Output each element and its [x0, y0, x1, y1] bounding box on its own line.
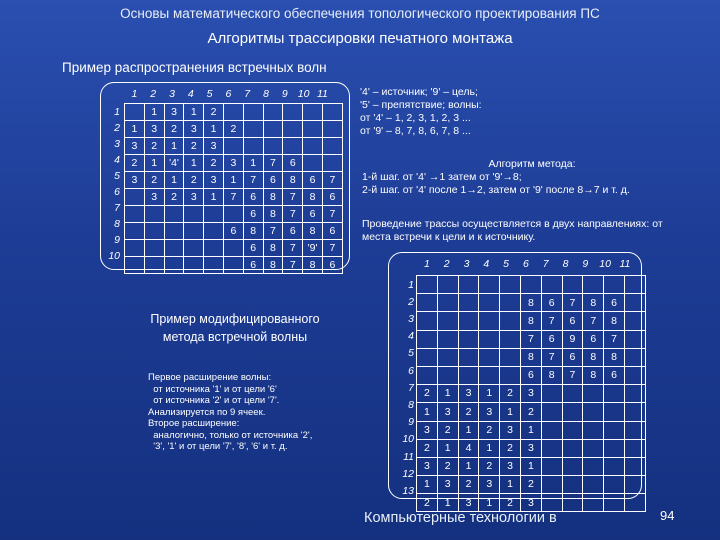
grid-cell: 1 — [437, 385, 458, 403]
grid-cell: 8 — [583, 294, 604, 312]
grid-cell: 1 — [164, 138, 184, 155]
direction-note — [362, 218, 714, 244]
grid-cell: 6 — [520, 366, 541, 384]
grid-cell: 8 — [583, 366, 604, 384]
grid-cell — [562, 403, 583, 421]
grid-cell — [562, 457, 583, 475]
column-header: 8 — [263, 88, 269, 100]
column-header: 11 — [316, 88, 328, 100]
grid-cell: 8 — [263, 257, 283, 274]
footer-text: Компьютерные технологии в — [364, 510, 557, 526]
grid-cell — [624, 312, 645, 330]
grid-cell: 2 — [164, 121, 184, 138]
grid-cell: 8 — [604, 348, 625, 366]
grid-cell: 7 — [283, 257, 303, 274]
grid-row — [417, 403, 646, 421]
grid-row — [417, 330, 646, 348]
grid-cell: '9' — [303, 240, 323, 257]
grid-cell: 8 — [283, 172, 303, 189]
grid-cell: 1 — [144, 155, 164, 172]
row-header: 3 — [408, 313, 414, 325]
row-header: 6 — [114, 186, 120, 198]
grid-cell — [624, 421, 645, 439]
grid-cell — [541, 276, 562, 294]
column-header: 2 — [150, 88, 157, 100]
grid-cell: 3 — [204, 138, 224, 155]
grid-cell: 1 — [458, 421, 479, 439]
grid-cell — [604, 494, 625, 512]
grid-cell — [624, 439, 645, 457]
grid-cell — [583, 494, 604, 512]
grid-cell — [417, 294, 438, 312]
grid-cell: 6 — [243, 240, 263, 257]
grid-cell: 2 — [204, 104, 224, 121]
grid-cell: 2 — [479, 457, 500, 475]
grid-cell: 2 — [500, 439, 521, 457]
row-header: 8 — [114, 218, 120, 230]
grid-cell — [604, 439, 625, 457]
grid-cell: 1 — [204, 189, 224, 206]
row-header: 12 — [402, 467, 414, 480]
grid-cell: 6 — [562, 348, 583, 366]
column-header: 10 — [297, 88, 310, 100]
grid-cell: 1 — [144, 104, 164, 121]
row-header: 8 — [408, 399, 414, 411]
grid-cell — [500, 312, 521, 330]
sub-title: Пример распространения встречных волн — [62, 60, 327, 75]
grid-cell — [624, 294, 645, 312]
grid-cell: 7 — [283, 189, 303, 206]
grid-cell: 6 — [283, 223, 303, 240]
grid-cell: 6 — [583, 330, 604, 348]
grid-cell: 3 — [223, 155, 243, 172]
grid-row — [417, 276, 646, 294]
row-header: 4 — [408, 330, 414, 343]
grid-cell: 6 — [322, 257, 342, 274]
grid-cell — [562, 421, 583, 439]
grid-cell — [458, 330, 479, 348]
grid-cell: 2 — [417, 494, 438, 512]
row-header: 7 — [114, 202, 120, 214]
grid-cell — [604, 421, 625, 439]
column-header: 4 — [187, 88, 194, 100]
grid-cell: 2 — [417, 385, 438, 403]
grid-cell: 1 — [184, 155, 204, 172]
grid-cell — [624, 330, 645, 348]
grid-cell — [583, 403, 604, 421]
grid-cell: 6 — [322, 189, 342, 206]
grid-cell — [604, 476, 625, 494]
grid-cell: 2 — [437, 457, 458, 475]
grid-cell: 7 — [604, 330, 625, 348]
grid-cell — [437, 312, 458, 330]
grid-cell: 8 — [243, 223, 263, 240]
grid-cell: 3 — [417, 421, 438, 439]
grid-cell: 1 — [437, 439, 458, 457]
row-header: 10 — [108, 250, 120, 262]
grid-cell — [437, 294, 458, 312]
grid-cell: 7 — [263, 155, 283, 172]
grid-cell: 1 — [243, 155, 263, 172]
column-header: 3 — [169, 88, 175, 100]
caption-line: метода встречной волны — [162, 330, 308, 344]
column-header: 6 — [225, 88, 232, 100]
grid-cell — [479, 276, 500, 294]
grid-cell: 2 — [125, 155, 145, 172]
column-header: 9 — [281, 88, 288, 100]
grid-cell: 6 — [604, 294, 625, 312]
row-header: 11 — [403, 450, 414, 463]
grid-cell: 7 — [283, 240, 303, 257]
algorithm-step1: 1-й шаг. от '4' →1 затем от '9'→8; — [362, 171, 522, 183]
grid-cell: 1 — [164, 172, 184, 189]
grid-cell — [562, 276, 583, 294]
grid-cell: 1 — [520, 421, 541, 439]
grid-cell: 1 — [479, 494, 500, 512]
note-line: '4' – источник; '9' – цель; — [360, 86, 478, 98]
grid-cell: 6 — [541, 294, 562, 312]
grid-cell — [479, 348, 500, 366]
algorithm-title: Алгоритм метода: — [488, 158, 576, 170]
grid-cell: 3 — [520, 439, 541, 457]
grid-row — [417, 312, 646, 330]
grid-cell: 3 — [500, 421, 521, 439]
row-header: 6 — [408, 364, 414, 377]
algorithm-step2: 2-й шаг. от '4' после 1→2, затем от '9' после 8→7 и т. д. — [362, 184, 630, 196]
grid-cell — [624, 494, 645, 512]
grid-cell: 7 — [322, 172, 342, 189]
grid-row — [417, 439, 646, 457]
grid-cell — [500, 276, 521, 294]
row-header: 10 — [402, 433, 414, 446]
grid-cell: 3 — [479, 476, 500, 494]
grid-cell: 6 — [303, 172, 323, 189]
grid-cell — [604, 457, 625, 475]
grid-cell — [604, 276, 625, 294]
column-header: 4 — [483, 258, 490, 270]
grid-cell — [562, 439, 583, 457]
grid-cell: 1 — [125, 121, 145, 138]
grid-cell: 6 — [303, 206, 323, 223]
grid-cell: 8 — [520, 348, 541, 366]
column-header: 1 — [423, 258, 430, 270]
grid-cell — [417, 366, 438, 384]
grid-cell: 1 — [204, 121, 224, 138]
grid-cell: 6 — [243, 257, 263, 274]
grid-cell — [604, 403, 625, 421]
explanation-line: аналогично, только от источника '2', — [148, 429, 313, 441]
grid-cell: 8 — [303, 223, 323, 240]
grid-cell — [500, 294, 521, 312]
grid-cell — [624, 385, 645, 403]
grid-cell: 1 — [520, 457, 541, 475]
grid-cell — [541, 403, 562, 421]
column-header: 5 — [206, 88, 213, 100]
grid-cell — [458, 294, 479, 312]
grid-cell — [562, 476, 583, 494]
row-header: 5 — [408, 347, 414, 360]
grid-cell — [479, 312, 500, 330]
grid-cell: 3 — [204, 172, 224, 189]
grid-cell — [624, 276, 645, 294]
explanation-line: Анализируется по 9 ячеек. — [148, 406, 266, 418]
explanation-line: от источника '1' и от цели '6' — [148, 383, 277, 395]
grid-cell: 3 — [144, 121, 164, 138]
column-header: 10 — [599, 258, 611, 270]
caption-line: Пример модифицированного — [150, 312, 320, 326]
grid-cell: '4' — [164, 155, 184, 172]
grid-cell: 8 — [263, 206, 283, 223]
note-line: от '4' – 1, 2, 3, 1, 2, 3 ... — [360, 112, 471, 124]
grid-cell — [458, 276, 479, 294]
column-header: 3 — [463, 258, 470, 270]
grid-row — [417, 457, 646, 475]
grid-cell: 7 — [283, 206, 303, 223]
grid-cell: 1 — [479, 439, 500, 457]
grid-cell: 1 — [223, 172, 243, 189]
grid-cell: 3 — [184, 189, 204, 206]
grid-cell — [541, 385, 562, 403]
grid-cell — [562, 494, 583, 512]
column-header: 11 — [619, 258, 631, 270]
column-header: 5 — [503, 258, 510, 270]
grid-cell: 1 — [458, 457, 479, 475]
row-header: 9 — [114, 234, 120, 246]
grid-cell: 7 — [263, 223, 283, 240]
grid-cell: 2 — [184, 138, 204, 155]
grid-cell: 2 — [204, 155, 224, 172]
page-number: 94 — [660, 508, 675, 523]
grid-cell: 3 — [417, 457, 438, 475]
grid-cell: 3 — [458, 494, 479, 512]
grid-cell — [541, 457, 562, 475]
grid-cell: 6 — [223, 223, 243, 240]
grid-cell: 1 — [184, 104, 204, 121]
grid-cell: 6 — [263, 172, 283, 189]
grid-cell: 8 — [303, 189, 323, 206]
grid-cell: 3 — [520, 494, 541, 512]
grid-cell: 6 — [322, 223, 342, 240]
grid-row — [417, 385, 646, 403]
grid-cell — [417, 348, 438, 366]
grid-cell — [458, 312, 479, 330]
row-header: 3 — [114, 138, 120, 150]
grid-cell: 3 — [437, 403, 458, 421]
grid-cell: 3 — [437, 476, 458, 494]
grid-cell: 1 — [500, 476, 521, 494]
grid-cell: 2 — [500, 494, 521, 512]
grid-cell: 2 — [520, 403, 541, 421]
note-line: от '9' – 8, 7, 8, 6, 7, 8 ... — [360, 125, 471, 137]
grid-cell: 3 — [184, 121, 204, 138]
grid-cell: 2 — [144, 138, 164, 155]
grid-cell — [520, 276, 541, 294]
grid-cell — [437, 276, 458, 294]
grid2-table — [416, 275, 646, 512]
grid-cell: 8 — [263, 240, 283, 257]
explanation-line: '3', '1' и от цели '7', '8', '6' и т. д. — [148, 441, 288, 452]
grid-cell: 8 — [520, 294, 541, 312]
grid-cell: 2 — [458, 476, 479, 494]
explanation-line: Второе расширение: — [148, 418, 240, 429]
grid-cell — [604, 385, 625, 403]
grid-cell — [437, 330, 458, 348]
grid-cell — [624, 476, 645, 494]
grid-cell: 3 — [479, 403, 500, 421]
grid-cell — [583, 276, 604, 294]
grid-cell: 7 — [541, 312, 562, 330]
grid-cell: 6 — [283, 155, 303, 172]
grid-row — [417, 348, 646, 366]
grid-cell: 2 — [184, 172, 204, 189]
grid-cell — [583, 476, 604, 494]
grid-cell: 3 — [164, 104, 184, 121]
row-header: 2 — [114, 122, 120, 134]
row-header: 5 — [114, 170, 120, 182]
explanation-line: от источника '2' и от цели '7'. — [148, 395, 280, 406]
grid-cell — [458, 348, 479, 366]
header-title: Основы математического обеспечения топологического проектирования ПС — [120, 6, 600, 21]
grid-cell: 8 — [583, 348, 604, 366]
grid-row — [417, 421, 646, 439]
grid-cell — [479, 330, 500, 348]
grid-cell: 8 — [303, 257, 323, 274]
grid-cell: 7 — [541, 348, 562, 366]
grid-cell: 2 — [144, 172, 164, 189]
direction-line: Проведение трассы осуществляется в двух направлениях: от — [362, 218, 663, 230]
grid-cell: 3 — [125, 138, 145, 155]
grid-cell — [417, 312, 438, 330]
grid-row — [417, 366, 646, 384]
grid-cell: 7 — [520, 330, 541, 348]
grid-cell — [583, 385, 604, 403]
grid-cell: 3 — [125, 172, 145, 189]
grid-cell: 3 — [144, 189, 164, 206]
grid-cell: 7 — [322, 240, 342, 257]
grid-cell: 3 — [458, 385, 479, 403]
grid-cell: 4 — [458, 439, 479, 457]
grid-cell — [583, 439, 604, 457]
grid-cell — [624, 366, 645, 384]
grid-cell: 2 — [458, 403, 479, 421]
grid-cell: 2 — [520, 476, 541, 494]
grid-cell — [624, 403, 645, 421]
note-line: '5' – препятствие; волны: — [360, 99, 482, 111]
explanation-line: Первое расширение волны: — [148, 372, 272, 383]
grid-cell: 7 — [243, 172, 263, 189]
grid-cell: 7 — [322, 206, 342, 223]
row-header: 13 — [402, 485, 414, 497]
grid-cell: 6 — [604, 366, 625, 384]
grid-row — [417, 476, 646, 494]
grid-cell: 7 — [583, 312, 604, 330]
grid-cell — [479, 366, 500, 384]
grid-cell: 6 — [562, 312, 583, 330]
grid-cell — [500, 366, 521, 384]
column-header: 1 — [131, 88, 138, 100]
grid-cell — [624, 457, 645, 475]
grid-cell: 8 — [604, 312, 625, 330]
grid-cell: 2 — [479, 421, 500, 439]
column-header: 2 — [443, 258, 450, 270]
grid-cell — [500, 348, 521, 366]
grid-cell: 7 — [223, 189, 243, 206]
grid-cell — [458, 366, 479, 384]
grid-cell: 6 — [243, 206, 263, 223]
grid-cell — [583, 421, 604, 439]
grid-cell: 2 — [223, 121, 243, 138]
grid-cell: 2 — [417, 439, 438, 457]
row-header: 1 — [114, 106, 120, 118]
grid-cell: 1 — [417, 403, 438, 421]
grid-cell: 3 — [520, 385, 541, 403]
column-header: 6 — [522, 258, 529, 270]
grid-cell — [417, 330, 438, 348]
grid-cell — [583, 457, 604, 475]
column-header: 7 — [244, 88, 251, 100]
grid-cell: 9 — [562, 330, 583, 348]
grid-cell — [479, 294, 500, 312]
grid-cell — [541, 476, 562, 494]
grid-cell: 8 — [541, 366, 562, 384]
grid-cell: 7 — [562, 294, 583, 312]
row-header: 2 — [408, 295, 414, 308]
grid-cell: 1 — [437, 494, 458, 512]
grid-cell: 2 — [437, 421, 458, 439]
grid-row — [417, 294, 646, 312]
grid-cell — [500, 330, 521, 348]
grid-cell — [417, 276, 438, 294]
grid-cell: 1 — [417, 476, 438, 494]
grid-cell — [437, 366, 458, 384]
column-header: 9 — [582, 258, 589, 270]
grid-cell — [541, 439, 562, 457]
grid-cell: 6 — [541, 330, 562, 348]
main-title: Алгоритмы трассировки печатного монтажа — [207, 30, 513, 47]
grid-cell: 3 — [500, 457, 521, 475]
row-header: 4 — [114, 154, 120, 166]
grid-cell: 6 — [243, 189, 263, 206]
column-header: 7 — [542, 258, 549, 270]
column-header: 8 — [562, 258, 569, 270]
grid-cell: 8 — [520, 312, 541, 330]
grid-cell: 1 — [479, 385, 500, 403]
grid-cell: 2 — [500, 385, 521, 403]
row-header: 1 — [408, 278, 414, 291]
row-header: 9 — [408, 416, 414, 429]
grid-cell — [437, 348, 458, 366]
grid-cell: 7 — [562, 366, 583, 384]
grid-cell — [541, 421, 562, 439]
grid-cell: 8 — [263, 189, 283, 206]
grid-cell: 1 — [500, 403, 521, 421]
direction-line: места встречи к цели и к источнику. — [362, 231, 536, 243]
grid-cell — [562, 385, 583, 403]
row-header: 7 — [408, 381, 414, 394]
grid-cell: 2 — [164, 189, 184, 206]
grid-cell — [624, 348, 645, 366]
